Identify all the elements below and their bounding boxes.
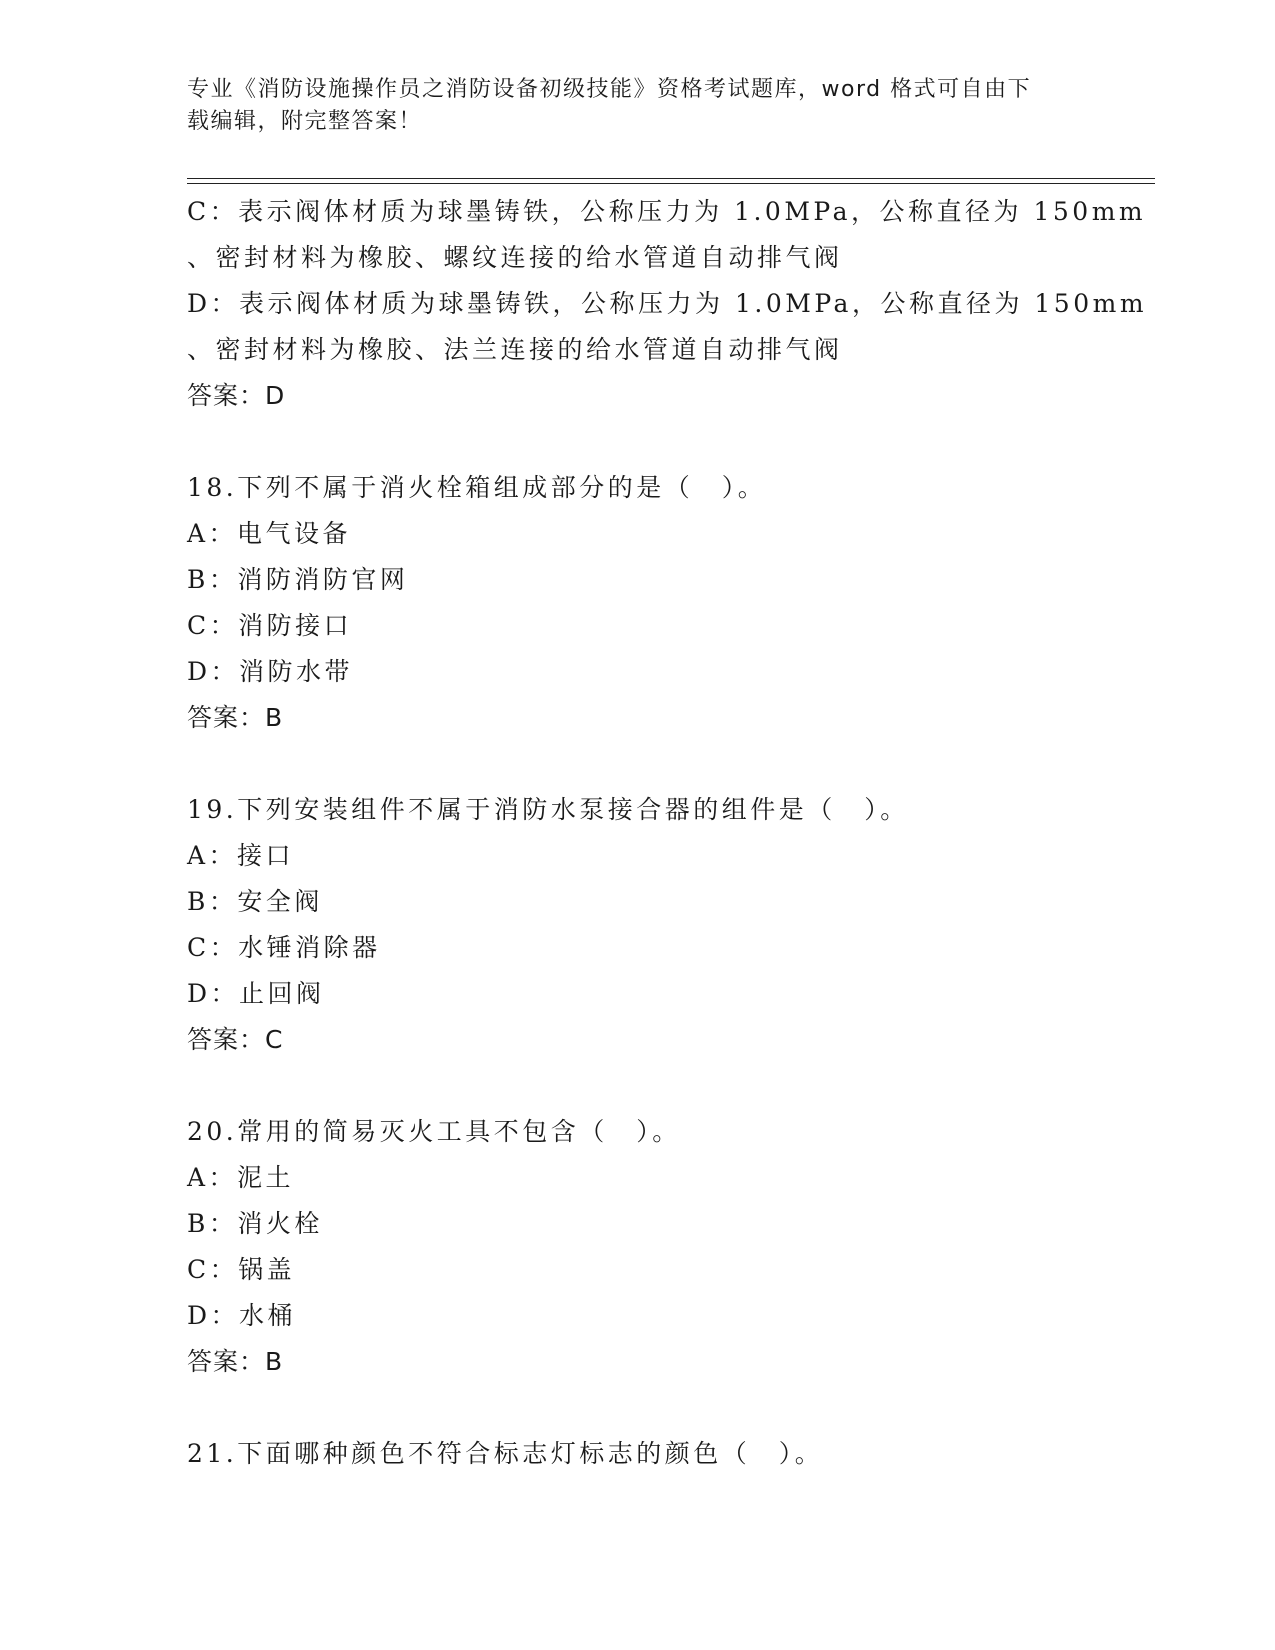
answer-19: 答案：C (187, 1025, 284, 1054)
header-line-1: 专业《消防设施操作员之消防设备初级技能》资格考试题库，word 格式可自由下 (187, 77, 1032, 102)
answer-20: 答案：B (187, 1347, 284, 1376)
question-20-option-d: D：水桶 (187, 1301, 297, 1330)
spacer (187, 419, 1147, 465)
question-19-option-c: C：水锤消除器 (187, 933, 381, 962)
question-18-option-b: B：消防消防官网 (187, 565, 409, 594)
document-header (187, 74, 1067, 138)
question-18-stem: 18.下列不属于消火栓箱组成部分的是（ ）。 (187, 473, 767, 502)
spacer (187, 741, 1147, 787)
question-19-option-b: B：安全阀 (187, 887, 323, 916)
question-19-stem: 19.下列安装组件不属于消防水泵接合器的组件是（ ）。 (187, 795, 909, 824)
question-content (187, 189, 1147, 1477)
question-18-option-c: C：消防接口 (187, 611, 353, 640)
option-d-line-2: 、密封材料为橡胶、法兰连接的给水管道自动排气阀 (187, 335, 843, 364)
question-20-option-a: A：泥土 (187, 1163, 295, 1192)
option-c-line-2: 、密封材料为橡胶、螺纹连接的给水管道自动排气阀 (187, 243, 843, 272)
question-20-stem: 20.常用的简易灭火工具不包含（ ）。 (187, 1117, 681, 1146)
header-rule-top (187, 178, 1155, 179)
question-19-option-d: D：止回阀 (187, 979, 325, 1008)
header-line-2: 载编辑，附完整答案！ (187, 109, 423, 134)
answer-17: 答案：D (187, 381, 286, 410)
question-20-option-c: C：锅盖 (187, 1255, 296, 1284)
spacer (187, 1385, 1147, 1431)
option-d-line-1: D：表示阀体材质为球墨铸铁，公称压力为 1.0MPa，公称直径为 150mm (187, 289, 1148, 318)
question-18-option-d: D：消防水带 (187, 657, 354, 686)
question-19-option-a: A：接口 (187, 841, 295, 870)
question-21-stem: 21.下面哪种颜色不符合标志灯标志的颜色（ ）。 (187, 1439, 824, 1468)
answer-18: 答案：B (187, 703, 284, 732)
spacer (187, 1063, 1147, 1109)
option-c-line-1: C：表示阀体材质为球墨铸铁，公称压力为 1.0MPa，公称直径为 150mm (187, 197, 1147, 226)
question-20-option-b: B：消火栓 (187, 1209, 323, 1238)
question-18-option-a: A：电气设备 (187, 519, 352, 548)
header-rule-bottom (187, 183, 1155, 184)
